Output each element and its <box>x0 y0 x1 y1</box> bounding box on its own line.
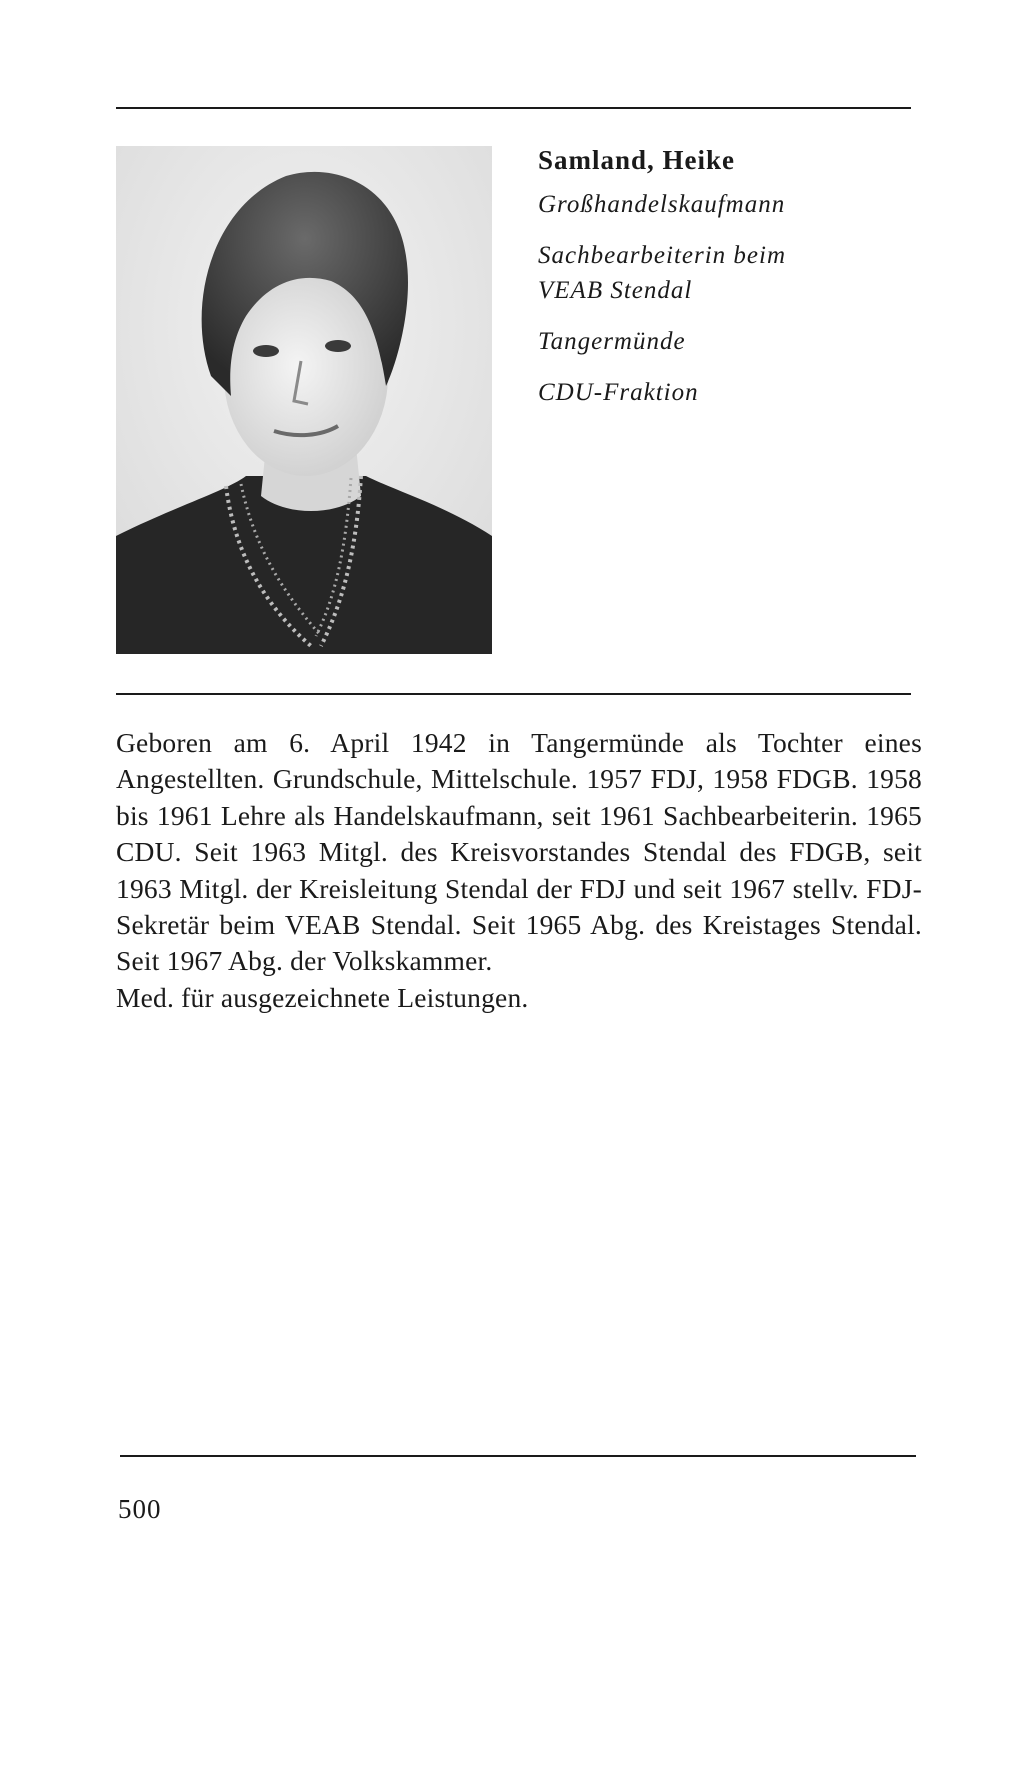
person-name: Samland, Heike <box>538 145 736 175</box>
biography-text: Geboren am 6. April 1942 in Tangermünde als Tochter eines Angestellten. Grundschule, Mittelschule. 1957 FDJ, 1958 FDGB. 1958 bis 1961 Lehre als Handelskaufmann, seit 1961 Sachbearbeiterin. 1965 CDU. Seit 1963 Mitgl. des Kreisvorstandes Stendal des FDGB, seit 1963 Mitgl. der Kreisleitung Stendal der FDJ und seit 1967 stellv. FDJ-Sekretär beim VEAB Stendal. Seit 1965 Abg. des Kreistages Stendal. Seit 1967 Abg. der Volkskammer. <box>116 727 922 977</box>
top-divider <box>116 107 911 109</box>
awards-text: Med. für ausgezeichnete Leistungen. <box>116 981 529 1013</box>
place: Tangermünde <box>538 328 686 355</box>
profession: Großhandelskaufmann <box>538 191 786 218</box>
bottom-divider <box>120 1455 916 1457</box>
portrait-photo <box>116 146 492 654</box>
middle-divider <box>116 693 911 695</box>
position-line-2: VEAB Stendal <box>538 277 693 304</box>
position-line-1: Sachbearbeiterin beim <box>538 242 787 269</box>
faction: CDU-Fraktion <box>538 379 699 406</box>
entry-header <box>538 143 918 410</box>
biography <box>116 725 922 1016</box>
page-number: 500 <box>118 1494 162 1524</box>
